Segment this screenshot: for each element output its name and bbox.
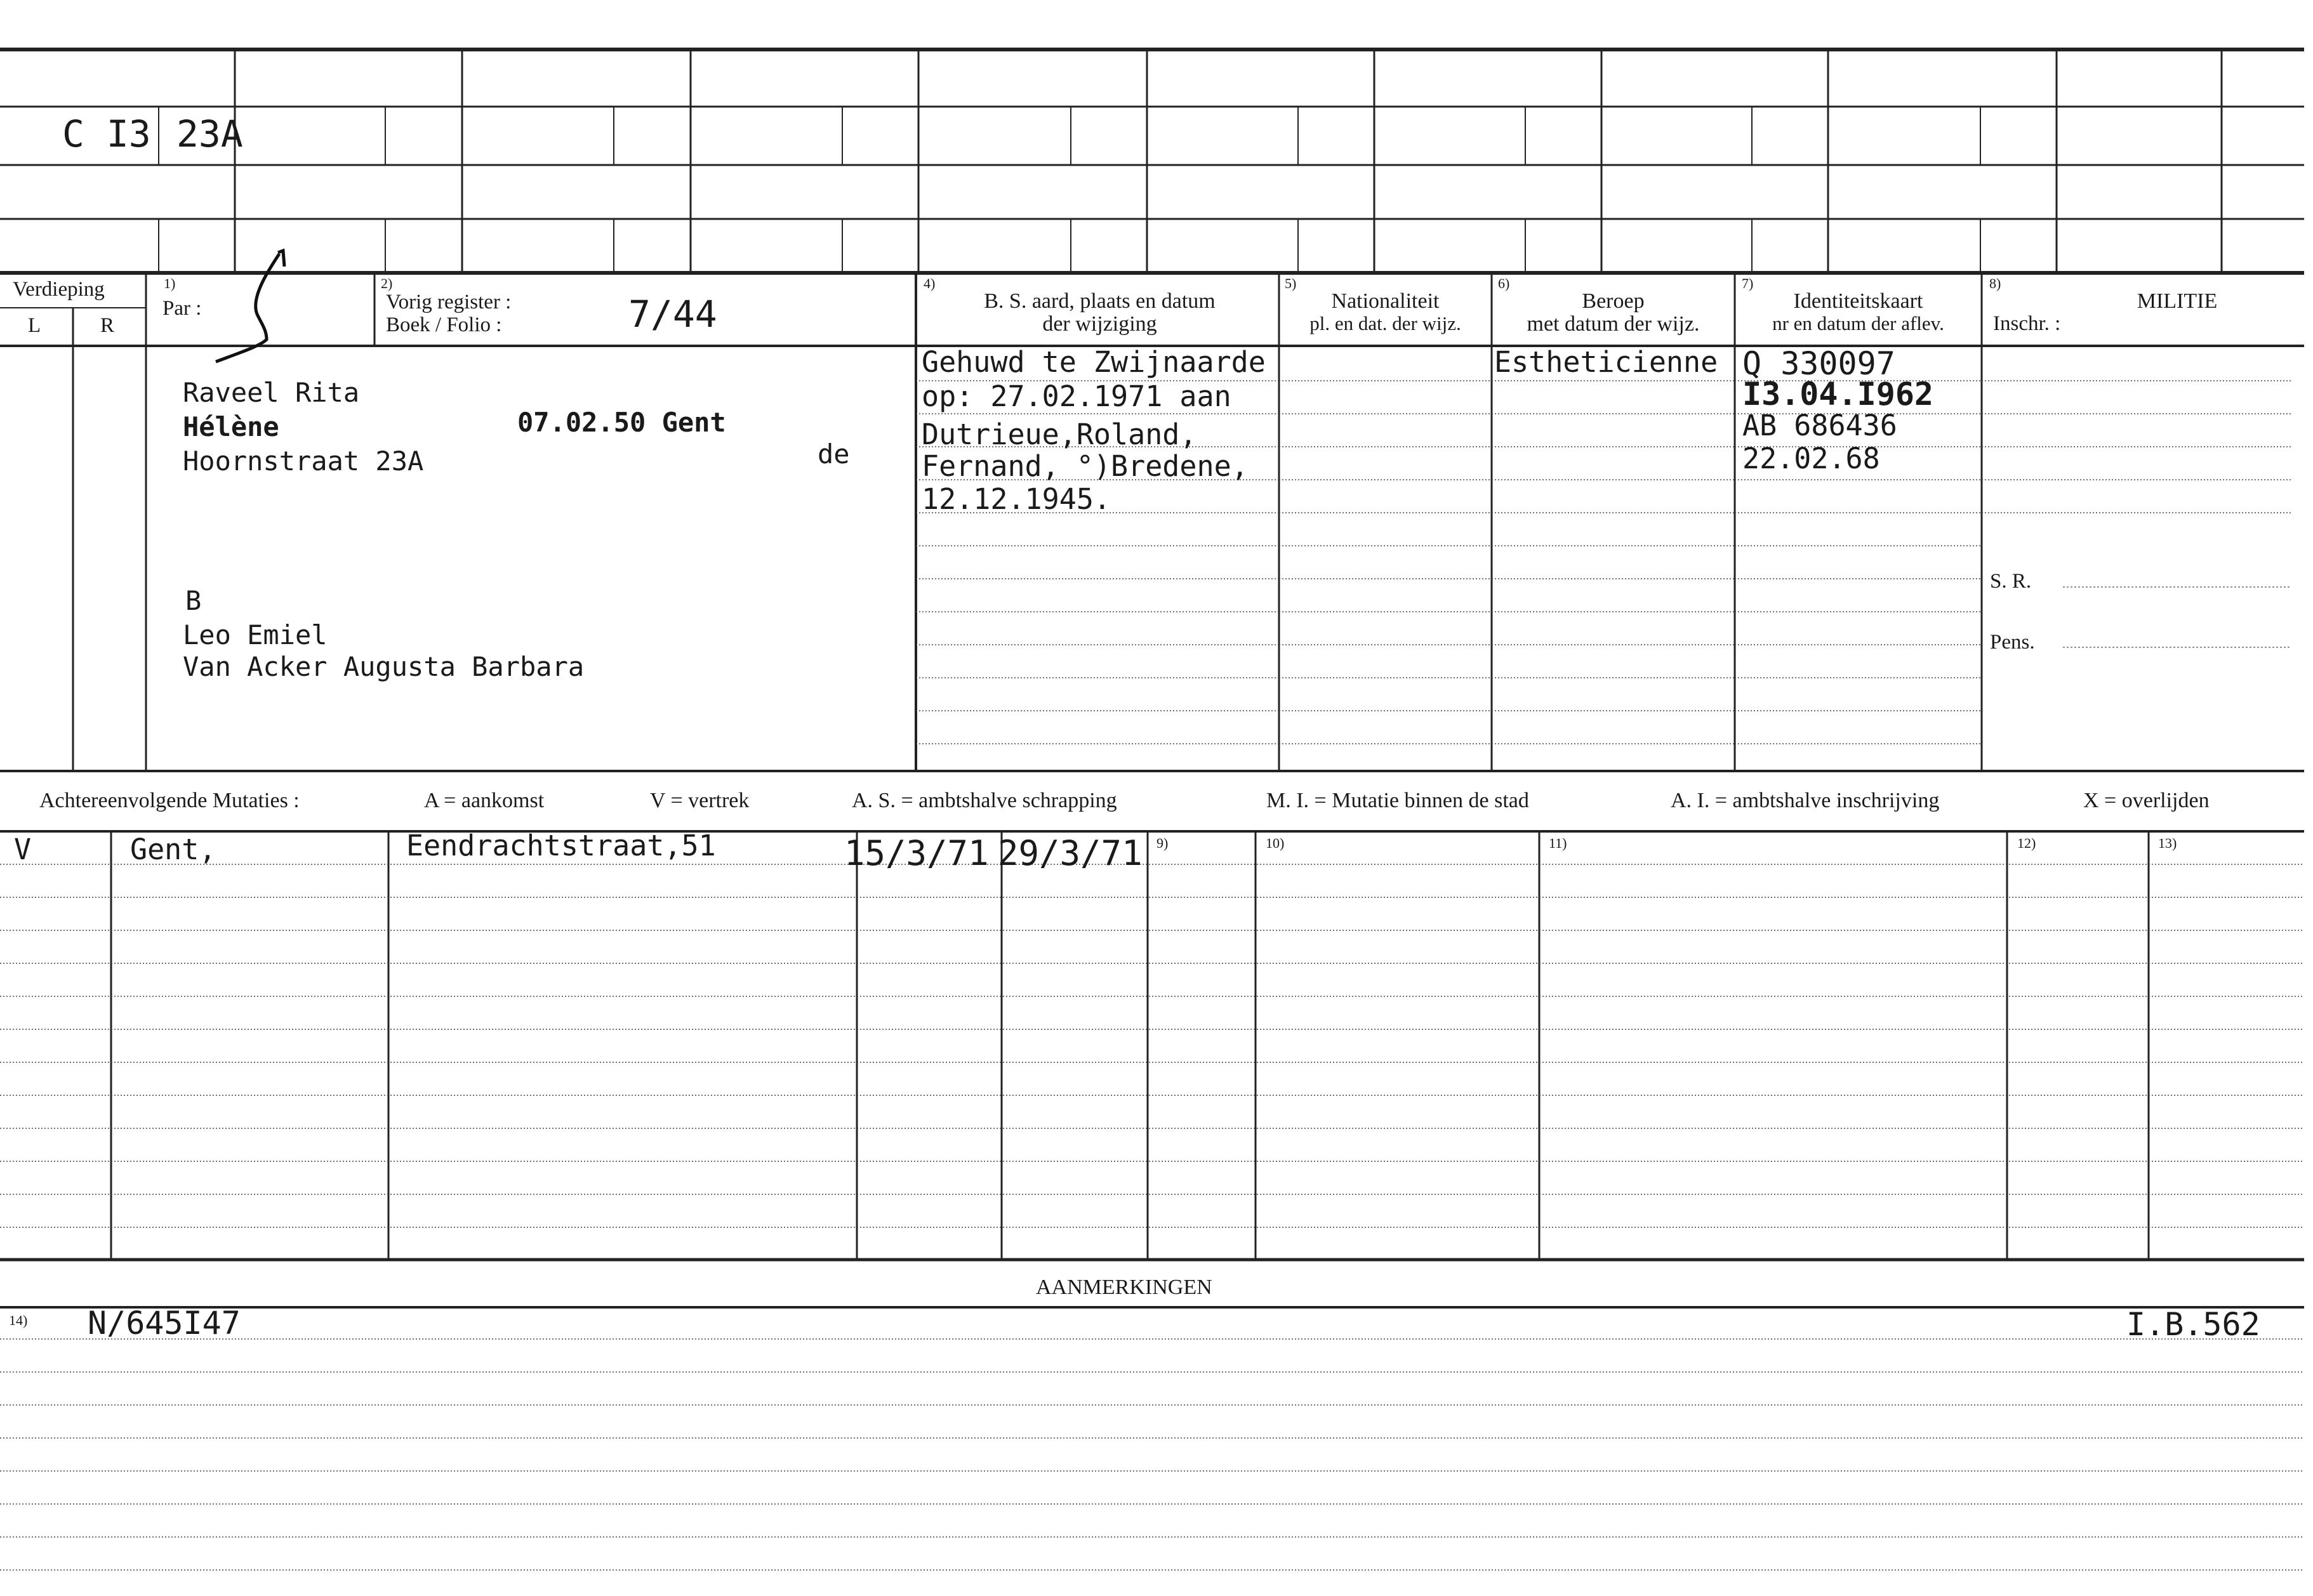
- civil-line-2: op: 27.02.1971 aan: [922, 379, 1231, 413]
- col4-subtitle: der wijziging: [1042, 312, 1157, 336]
- col4-number: 4): [924, 275, 936, 291]
- civil-line-4: Fernand, °)Bredene,: [922, 449, 1249, 483]
- mut-col-9: 9): [1156, 835, 1169, 851]
- mutation-city: Gent,: [130, 833, 216, 866]
- col5-title: Nationaliteit: [1331, 289, 1440, 313]
- father-name: Leo Emiel: [183, 619, 328, 650]
- person-address: Hoornstraat 23A: [183, 445, 424, 477]
- profession-value: Estheticienne: [1494, 345, 1718, 379]
- top-number: 23A: [176, 112, 243, 155]
- legend-a: A = aankomst: [424, 789, 545, 812]
- vorig-number: 2): [381, 275, 393, 291]
- id-card-number: Q 330097: [1742, 345, 1895, 382]
- person-firstname: Hélène: [183, 411, 279, 442]
- boek-folio-value: 7/44: [628, 293, 717, 336]
- b-mark: B: [185, 585, 202, 616]
- remarks-title: AANMERKINGEN: [1036, 1276, 1212, 1299]
- mut-col-12: 12): [2017, 835, 2036, 851]
- person-name: Raveel Rita: [183, 377, 360, 408]
- mutation-date-1: 15/3/71: [844, 833, 989, 873]
- civil-line-1: Gehuwd te Zwijnaarde: [922, 345, 1266, 379]
- mut-col-13: 13): [2158, 835, 2177, 851]
- col5-number: 5): [1285, 275, 1297, 291]
- col7-subtitle: nr en datum der aflev.: [1772, 312, 1944, 334]
- civil-line-3: Dutrieue,Roland,: [922, 418, 1197, 451]
- legend-mi: M. I. = Mutatie binnen de stad: [1266, 789, 1529, 812]
- legend-as: A. S. = ambtshalve schrapping: [852, 789, 1117, 812]
- mutation-date-2: 29/3/71: [998, 833, 1143, 873]
- par-number: 1): [164, 275, 176, 291]
- id-card-number-2: AB 686436: [1742, 409, 1897, 442]
- margin-mark: de: [818, 439, 850, 470]
- col5-subtitle: pl. en dat. der wijz.: [1309, 312, 1461, 334]
- pens-label: Pens.: [1990, 631, 2035, 654]
- col4-title: B. S. aard, plaats en datum: [984, 289, 1216, 313]
- floor-r-label: R: [100, 314, 115, 337]
- legend-v: V = vertrek: [650, 789, 750, 812]
- mutation-address: Eendrachtstraat,51: [406, 829, 716, 862]
- col7-title: Identiteitskaart: [1793, 289, 1923, 313]
- inschr-label: Inschr. :: [1993, 312, 2061, 335]
- col8-number: 8): [1989, 275, 2001, 291]
- col6-title: Beroep: [1582, 289, 1645, 313]
- mut-col-10: 10): [1266, 835, 1285, 851]
- col7-number: 7): [1742, 275, 1754, 291]
- top-code: C I3: [62, 112, 151, 155]
- col6-subtitle: met datum der wijz.: [1527, 312, 1700, 336]
- col6-number: 6): [1498, 275, 1510, 291]
- id-card-date-2: 22.02.68: [1742, 442, 1880, 475]
- floor-l-label: L: [28, 314, 41, 337]
- birth-date-place: 07.02.50 Gent: [517, 407, 726, 438]
- remarks-left-note: N/645I47: [88, 1305, 241, 1342]
- sr-label: S. R.: [1990, 570, 2032, 593]
- verdieping-label: Verdieping: [13, 278, 105, 301]
- remarks-number: 14): [9, 1312, 28, 1328]
- remarks-right-note: I.B.562: [2126, 1306, 2260, 1343]
- mut-col-11: 11): [1549, 835, 1567, 851]
- legend-x: X = overlijden: [2083, 789, 2210, 812]
- mother-name: Van Acker Augusta Barbara: [183, 651, 585, 682]
- boek-folio-label: Boek / Folio :: [386, 313, 502, 336]
- id-card-date: I3.04.I962: [1742, 376, 1934, 412]
- vorig-register-label: Vorig register :: [386, 291, 512, 313]
- mutation-type: V: [14, 833, 32, 866]
- legend-ai: A. I. = ambtshalve inschrijving: [1671, 789, 1940, 812]
- mutations-title: Achtereenvolgende Mutaties :: [39, 789, 300, 812]
- militie-title: MILITIE: [2137, 289, 2218, 313]
- civil-line-5: 12.12.1945.: [922, 482, 1111, 516]
- par-label: Par :: [162, 297, 202, 320]
